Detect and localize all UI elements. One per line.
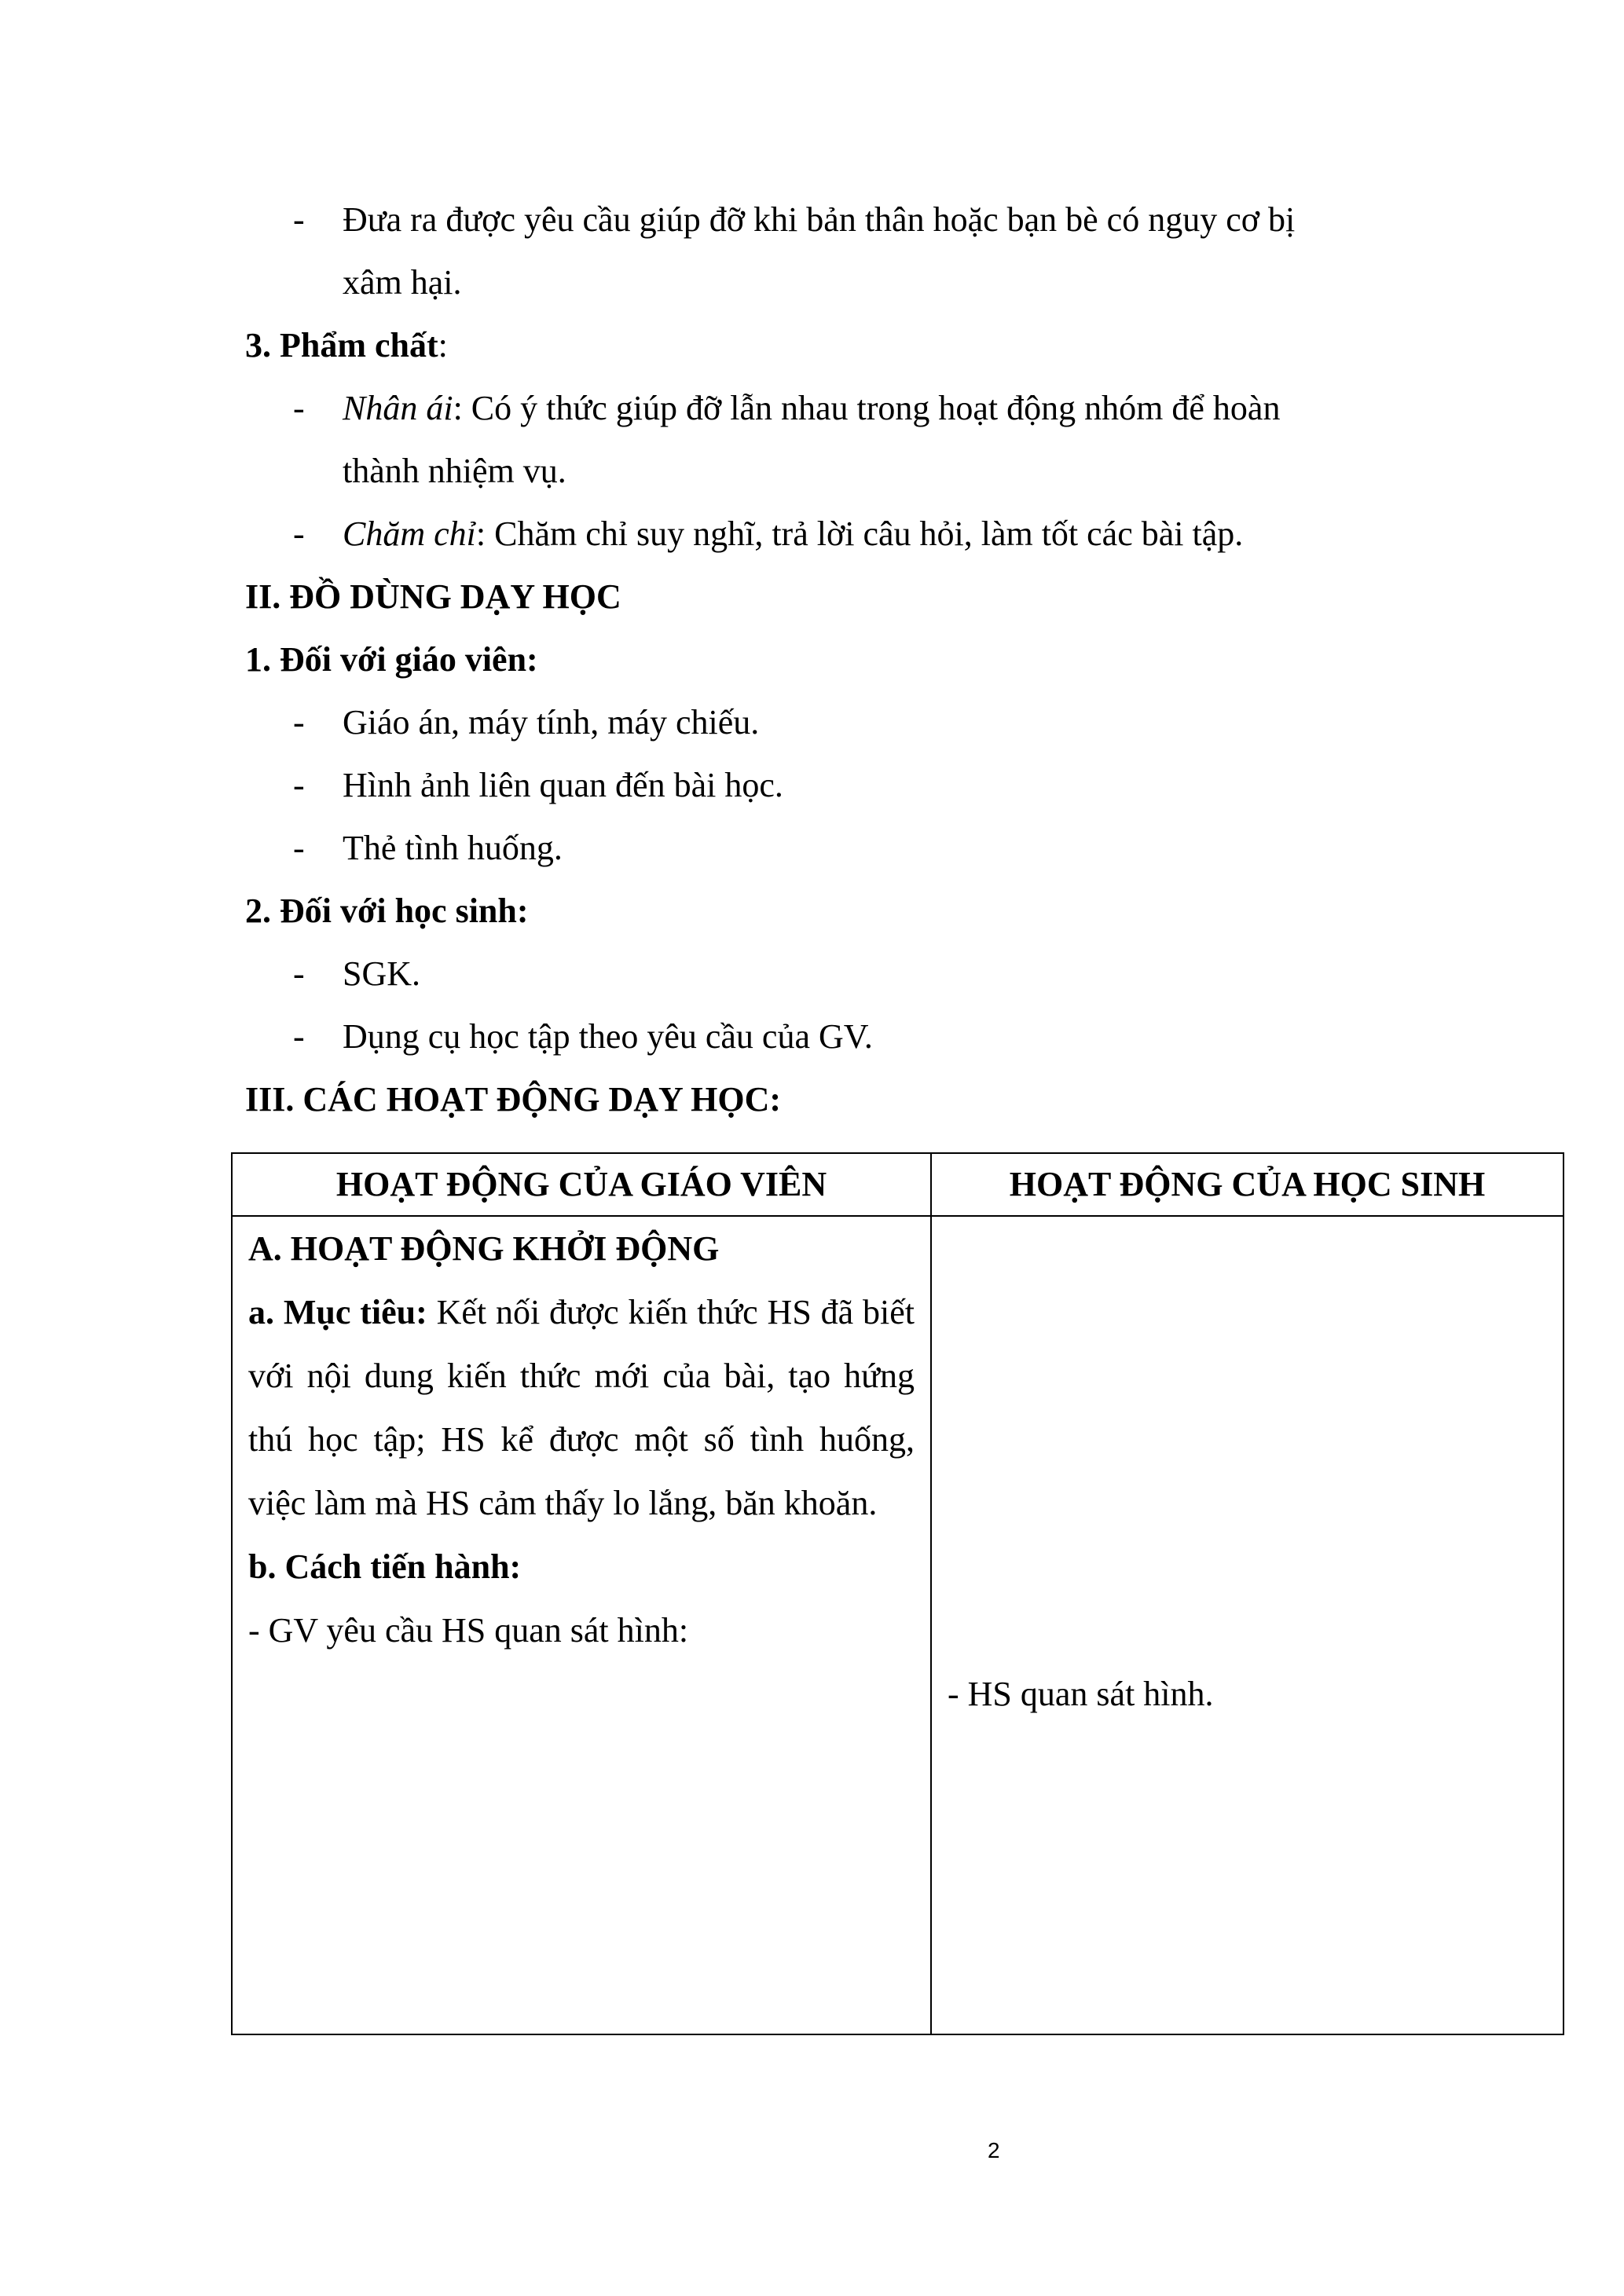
muc-tieu: a. Mục tiêu: Kết nối được kiến thức HS đã biết với nội dung kiến thức mới của bài, tạo hứng thú học tập; HS kể được một số tình huống, việc làm mà HS cảm thấy lo lắng, băn khoăn. <box>248 1293 915 1522</box>
hs-item: SGK. <box>343 954 421 993</box>
gv-item: Hình ảnh liên quan đến bài học. <box>343 766 783 804</box>
heading-hoc-sinh: 2. Đối với học sinh: <box>245 892 529 930</box>
cach-tien-hanh: b. Cách tiến hành: <box>248 1547 522 1586</box>
table-row <box>232 1216 1564 2034</box>
cell-hoc-sinh <box>931 1216 1564 2034</box>
gv-item: Giáo án, máy tính, máy chiếu. <box>343 703 760 742</box>
hs-step: - HS quan sát hình. <box>948 1675 1214 1713</box>
activities-table <box>231 1152 1564 2035</box>
header-hs: HOẠT ĐỘNG CỦA HỌC SINH <box>931 1153 1564 1216</box>
table-header-row <box>232 1153 1564 1216</box>
bullet-text-continuation: xâm hại. <box>343 263 462 302</box>
cell-giao-vien <box>232 1216 931 2034</box>
bullet-text: Đưa ra được yêu cầu giúp đỡ khi bản thân hoặc bạn bè có nguy cơ bị <box>343 200 1296 239</box>
bullet-dash: - <box>293 514 305 553</box>
bullet-dash: - <box>293 766 305 804</box>
nhan-ai-continuation: thành nhiệm vụ. <box>343 452 566 490</box>
heading-giao-vien: 1. Đối với giáo viên: <box>245 640 538 679</box>
page-number: 2 <box>988 2138 1000 2162</box>
gv-step: - GV yêu cầu HS quan sát hình: <box>248 1611 689 1650</box>
heading-pham-chat: 3. Phẩm chất: <box>245 326 448 364</box>
bullet-dash: - <box>293 829 305 867</box>
gv-item: Thẻ tình huống. <box>343 829 563 867</box>
bullet-dash: - <box>293 389 305 427</box>
heading-do-dung: II. ĐỒ DÙNG DẠY HỌC <box>245 577 621 616</box>
section-title: A. HOẠT ĐỘNG KHỞI ĐỘNG <box>248 1229 720 1268</box>
heading-hoat-dong: III. CÁC HOẠT ĐỘNG DẠY HỌC: <box>245 1080 782 1119</box>
header-gv: HOẠT ĐỘNG CỦA GIÁO VIÊN <box>232 1153 931 1216</box>
bullet-dash: - <box>293 200 305 239</box>
bullet-dash: - <box>293 1017 305 1056</box>
bullet-dash: - <box>293 954 305 993</box>
cham-chi-item: Chăm chỉ: Chăm chỉ suy nghĩ, trả lời câu hỏi, làm tốt các bài tập. <box>343 514 1244 553</box>
nhan-ai-item: Nhân ái: Có ý thức giúp đỡ lẫn nhau trong hoạt động nhóm để hoàn <box>343 389 1281 427</box>
hs-item: Dụng cụ học tập theo yêu cầu của GV. <box>343 1017 873 1056</box>
bullet-dash: - <box>293 703 305 742</box>
